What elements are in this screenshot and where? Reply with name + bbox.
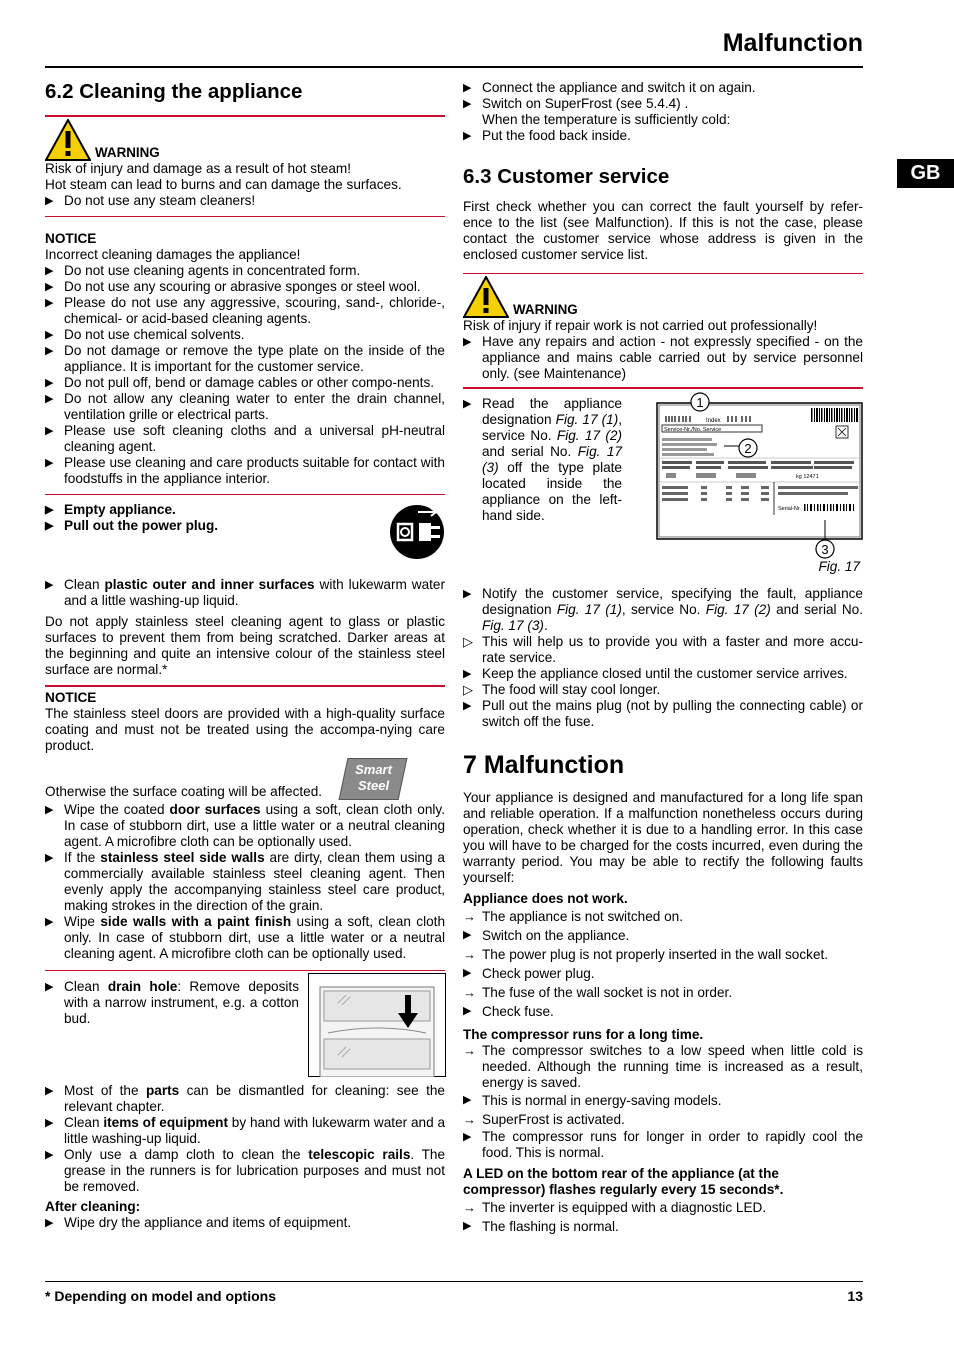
list-item: ▶ Do not pull off, bend or damage cables or other compo-nents. — [45, 375, 435, 390]
fault-list — [463, 1198, 863, 1236]
fault-list — [463, 907, 863, 1021]
smartsteel-logo: Smart Steel — [339, 758, 408, 800]
list-item: ▶ Do not use any steam cleaners! — [45, 193, 256, 208]
list-item: ▶ Do not allow any cleaning water to enter the drain channel, ventilation grille or electrical parts. — [45, 391, 445, 422]
warning-label: WARNING — [513, 302, 578, 317]
list-item: → The power plug is not properly inserted in the wall socket. — [463, 947, 829, 962]
list-item: ▶ Please use soft cleaning cloths and a universal pH-neutral cleaning agent. — [45, 423, 445, 454]
warning-header — [463, 276, 863, 318]
list-item: ▶ Clean drain hole: Remove deposits with a narrow instrument, e.g. a cotton bud. — [45, 979, 299, 1026]
callout-1: 1 — [696, 395, 704, 410]
list-item: → SuperFrost is activated. — [463, 1112, 625, 1127]
list-item: ▶ The compressor runs for longer in order to rapidly cool the food. This is normal. — [463, 1129, 863, 1160]
divider — [45, 494, 445, 495]
list-item: ▶ Empty appliance. — [45, 502, 176, 517]
list-item: ▶ If the stainless steel side walls are dirty, clean them using a commercially available stainless steel cleaning agent. Then evenly apply the accompanying stainless steel care product, making strokes in the direction of the grain. — [45, 850, 445, 913]
notice-text: The stainless steel doors are provided with a high-quality surface coating and must not be treated using the accompa-nying care product. — [45, 706, 445, 753]
index-label: Index — [706, 418, 721, 424]
warning-text: Risk of injury if repair work is not carried out professionally! — [463, 318, 818, 333]
list-item: ▶ Only use a damp cloth to clean the telescopic rails. The grease in the runners is for lubrication purposes and must not be removed. — [45, 1147, 446, 1194]
list-item: ▶ Most of the parts can be dismantled for cleaning: see the relevant chapter. — [45, 1083, 445, 1114]
callout-3: 3 — [821, 542, 829, 557]
list-item: ▶ Clean items of equipment by hand with lukewarm water and a little washing-up liquid. — [45, 1115, 446, 1146]
notice-intro: Incorrect cleaning damages the appliance! — [45, 247, 301, 262]
right-column — [463, 78, 863, 1236]
list-item: ▶ Do not damage or remove the type plate on the inside of the appliance. It is important for the customer service. — [45, 343, 445, 374]
serial-label: Serial-Nr. — [778, 506, 801, 512]
warning-label: WARNING — [95, 145, 160, 160]
footer-rule — [45, 1281, 863, 1282]
list-item: ▶ Connect the appliance and switch it on again. — [463, 80, 756, 95]
list-item: ▶ This is normal in energy-saving models. — [463, 1093, 722, 1108]
list-item: ▶ Check fuse. — [463, 1004, 554, 1019]
callout-2: 2 — [744, 441, 752, 456]
unplug-icon — [388, 504, 446, 560]
warning-header — [45, 119, 445, 161]
cause-arrow-icon: → — [463, 909, 476, 924]
list-item: ▶ Switch on the appliance. — [463, 928, 630, 943]
prep-block — [45, 502, 445, 574]
drain-hole-illustration — [308, 973, 446, 1077]
list-item: ▶ Do not use chemical solvents. — [45, 327, 245, 342]
list-item: ▶ Wipe dry the appliance and items of equipment. — [45, 1215, 352, 1230]
left-column — [45, 78, 445, 1231]
page-number: 13 — [847, 1288, 863, 1304]
fault-heading: The compressor runs for a long time. — [463, 1027, 704, 1042]
section-heading-cleaning: 6.2 Cleaning the appliance — [45, 80, 303, 103]
notice-list — [45, 263, 445, 487]
list-item: ▶ Please do not use any aggressive, scouring, sand-, chloride-, chemical- or acid-based cleaning agents. — [45, 295, 445, 326]
smartsteel-row — [45, 754, 445, 802]
notice-label: NOTICE — [45, 231, 97, 246]
list-item: ▶ Keep the appliance closed until the customer service arrives. — [463, 666, 848, 681]
warning-text: Risk of injury and damage as a result of hot steam! — [45, 161, 352, 176]
action-marker-icon: ▶ — [45, 195, 54, 207]
list-item: ▷ The food will stay cool longer. — [463, 682, 661, 697]
after-cleaning-heading: After cleaning: — [45, 1199, 141, 1214]
type-plate-block — [463, 396, 863, 586]
continuation-text: When the temperature is sufficiently cold: — [482, 112, 731, 127]
language-tab: GB — [897, 159, 954, 188]
list-item: ▶ Check power plug. — [463, 966, 595, 981]
customer-service-intro: First check whether you can correct the fault yourself by refer-ence to the list (see Malfunction). If this is not the case, please contact the customer service whose address is given in the enclosed customer service list. — [463, 199, 863, 262]
list-item: ▶ Have any repairs and action - not expressly specified - on the appliance and mains cable carried out by service personnel only. (see Maintenance) — [463, 334, 863, 381]
otherwise-text: Otherwise the surface coating will be affected. — [45, 784, 323, 799]
list-item: ▶ Wipe the coated door surfaces using a soft, clean cloth only. In case of stubborn dirt, use a little water or a neutral cleaning agent. A microfibre cloth can be optionally used. — [45, 802, 445, 849]
list-item: ▷ This will help us to provide you with a faster and more accu-rate service. — [463, 634, 863, 665]
list-item: ▶ Please use cleaning and care products suitable for contact with foodstuffs in the appliance interior. — [45, 455, 445, 486]
divider — [45, 216, 445, 217]
list-item: ▶ Pull out the power plug. — [45, 518, 219, 533]
list-item: ▶ Do not use cleaning agents in concentrated form. — [45, 263, 361, 278]
drain-block — [45, 979, 445, 1083]
weight-text: kg 12471 — [796, 474, 819, 480]
fault-heading: Appliance does not work. — [463, 891, 628, 906]
figure-caption: Fig. 17 — [818, 559, 860, 574]
list-item: ▶ The flashing is normal. — [463, 1219, 619, 1234]
list-item: ▶ Notify the customer service, specifying the fault, appliance designation Fig. 17 (1), service No. Fig. 17 (2) and serial No. Fig. 17 (3). — [463, 586, 864, 633]
type-plate-figure — [656, 390, 863, 574]
section-heading-customer-service: 6.3 Customer service — [463, 165, 670, 188]
list-item: → The compressor switches to a low speed when little cold is needed. Although the running time is increased as a result, energy is saved. — [463, 1043, 863, 1090]
list-item: ▶ Clean plastic outer and inner surfaces with lukewarm water and a little washing-up liquid. — [45, 577, 446, 608]
list-item: ▶ Wipe side walls with a paint finish using a soft, clean cloth only. In case of stubborn dirt, use a little water or a neutral cleaning agent. A microfibre cloth can be optionally used. — [45, 914, 446, 961]
list-item: ▶ Pull out the mains plug (not by pulling the connecting cable) or switch off the fuse. — [463, 698, 863, 729]
divider — [45, 115, 445, 117]
fault-list — [463, 1043, 863, 1161]
notice-label: NOTICE — [45, 690, 97, 705]
list-item: → The appliance is not switched on. — [463, 909, 684, 924]
list-item: → The inverter is equipped with a diagnostic LED. — [463, 1200, 767, 1215]
warning-triangle-icon — [463, 276, 509, 318]
footnote: * Depending on model and options — [45, 1288, 276, 1304]
header-rule — [45, 66, 863, 68]
warning-triangle-icon — [45, 119, 91, 161]
list-item: → The fuse of the wall socket is not in order. — [463, 985, 733, 1000]
stainless-paragraph: Do not apply stainless steel cleaning agent to glass or plastic surfaces to prevent them from being scratched. Darker areas at the beginning and quite an intensive colour of the stainless steel surface are normal.* — [45, 614, 445, 677]
divider — [463, 387, 863, 389]
service-label: Service-Nr./No. Service — [664, 427, 722, 433]
list-item: ▶ Read the appliance designation Fig. 17 (1), service No. Fig. 17 (2) and serial No. Fig. 17 (3) off the type plate located inside the appliance on the left-hand side. — [463, 396, 623, 523]
fault-heading: A LED on the bottom rear of the appliance (at the compressor) flashes regularly every 15 seconds*. — [463, 1166, 784, 1197]
malfunction-intro: Your appliance is designed and manufactured for a long life span and reliable operation. If a malfunction nonetheless occurs during operation, check whether it is due to a handling error. In this case you will have to be charged for the costs incurred, even during the warranty period. You may be able to rectify the following faults yourself: — [463, 790, 863, 885]
page-title: Malfunction — [722, 29, 863, 57]
type-plate-illustration — [656, 390, 863, 562]
divider — [45, 970, 445, 971]
warning-text: Hot steam can lead to burns and can damage the surfaces. — [45, 177, 402, 192]
divider — [45, 685, 445, 687]
section-heading-malfunction: 7 Malfunction — [463, 751, 625, 779]
divider — [463, 273, 863, 274]
list-item: ▶ Put the food back inside. — [463, 128, 631, 143]
list-item: ▶ Do not use any scouring or abrasive sponges or steel wool. — [45, 279, 421, 294]
list-item: ▶ Switch on SuperFrost (see 5.4.4) . — [463, 96, 689, 111]
